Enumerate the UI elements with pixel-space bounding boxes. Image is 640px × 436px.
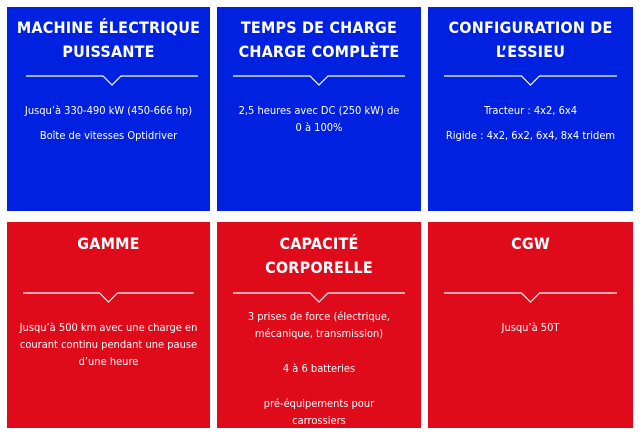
card-line: 4 à 6 batteries [282, 362, 356, 375]
card-title: GAMME [77, 234, 140, 253]
card-axle-configuration [428, 7, 633, 211]
chevron-divider-icon [444, 292, 617, 306]
chevron-divider-icon [233, 75, 405, 89]
card-line: Tracteur : 4x2, 6x4 [483, 104, 578, 117]
card-body [434, 319, 627, 336]
card-cgw [428, 222, 633, 428]
chevron-divider-icon [444, 75, 617, 89]
card-line: Boîte de vitesses Optidriver [39, 129, 178, 142]
card-line: 2,5 heures avec DC (250 kW) de 0 à 100% [238, 104, 400, 134]
card-line: Jusqu’à 50T [501, 321, 560, 334]
chevron-divider-icon [23, 292, 194, 306]
card-line: Jusqu’à 330-490 kW (450-666 hp) [24, 104, 193, 117]
card-title: CONFIGURATION DE L’ESSIEU [448, 18, 613, 61]
card-title: CGW [511, 234, 550, 253]
card-title: MACHINE ÉLECTRIQUE PUISSANTE [16, 18, 201, 61]
card-body [235, 102, 403, 136]
card-body [13, 102, 204, 144]
card-line: pré-équipements pour carrossiers [263, 397, 375, 427]
card-charge-time [217, 7, 421, 211]
card-line: Rigide : 4x2, 6x2, 6x4, 8x4 tridem [445, 129, 616, 142]
card-electric-machine [7, 7, 210, 211]
card-body [231, 308, 407, 428]
card-line: Jusqu’à 500 km avec une charge en courant continu pendant une pause d’une heure [19, 321, 198, 368]
chevron-divider-icon [233, 292, 405, 306]
chevron-divider-icon [26, 75, 198, 89]
card-range [7, 222, 210, 428]
card-body-capacity [217, 222, 421, 428]
card-title: CAPACITÉ CORPORELLE [265, 234, 373, 277]
card-body [434, 102, 627, 144]
card-title: TEMPS DE CHARGE CHARGE COMPLÈTE [238, 18, 400, 61]
card-body [17, 319, 200, 370]
card-line: 3 prises de force (électrique, mécanique, transmission) [247, 310, 391, 340]
